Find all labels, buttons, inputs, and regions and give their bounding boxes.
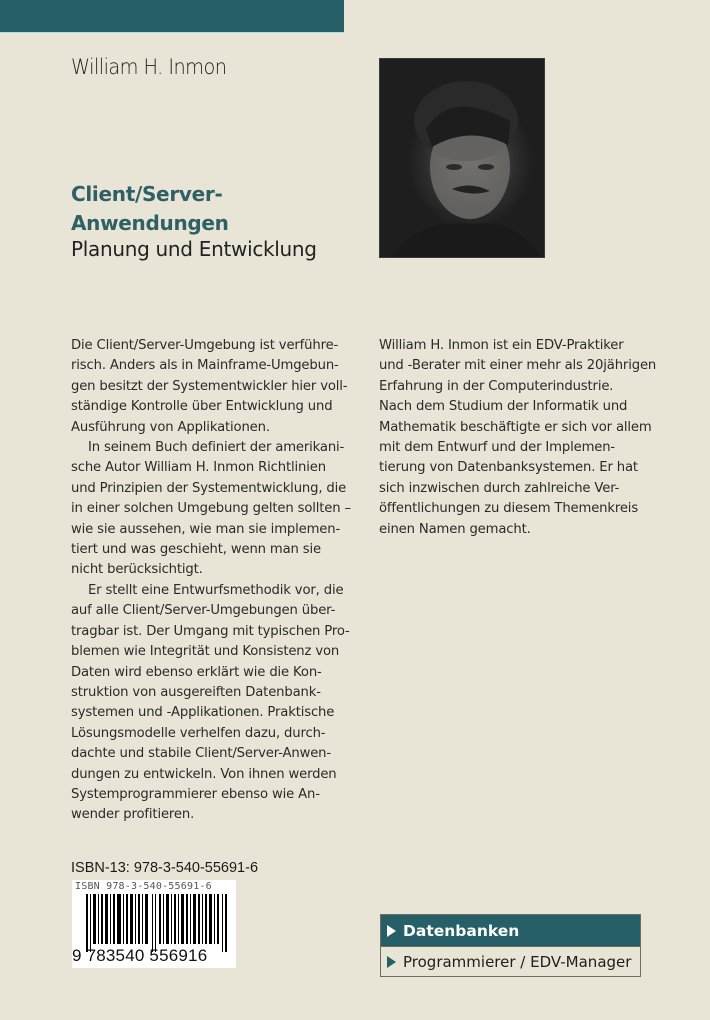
description-line: systemen und -Applikationen. Praktische <box>71 705 335 721</box>
description-line: Systemprogrammierer ebenso wie An- <box>71 786 320 802</box>
barcode-digits: 9 783540 556916 <box>72 946 208 965</box>
description-line: Die Client/Server-Umgebung ist verführe- <box>71 338 339 353</box>
category-primary <box>381 915 640 946</box>
description-column <box>71 336 371 826</box>
bio-line: Nach dem Studium der Informatik und <box>379 399 628 415</box>
description-line: und Prinzipien der Systementwicklung, die <box>71 480 347 496</box>
description-line: ständige Kontrolle über Entwicklung und <box>71 399 333 415</box>
description-line: Er stellt eine Entwurfsmethodik vor, die <box>88 582 344 598</box>
bio-line: sich inzwischen durch zahlreiche Ver- <box>379 480 620 496</box>
category-primary-label: Datenbanken <box>403 921 520 940</box>
barcode-bars-icon <box>86 894 232 952</box>
barcode <box>72 880 236 968</box>
description-line: risch. Anders als in Mainframe-Umgebun- <box>71 358 339 374</box>
bio-line: Mathematik beschäftigte er sich vor allem <box>379 419 652 435</box>
description-line: dachte und stabile Client/Server-Anwen- <box>71 746 331 762</box>
barcode-isbn-text: ISBN 978-3-540-55691-6 <box>75 881 212 892</box>
description-line: auf alle Client/Server-Umgebungen über- <box>71 603 336 619</box>
top-color-bar <box>0 0 344 33</box>
description-line: Ausführung von Applikationen. <box>71 419 270 435</box>
description-line: blemen wie Integrität und Konsistenz von <box>71 644 340 660</box>
bio-line: öffentlichungen zu diesem Themenkreis <box>379 501 639 517</box>
bio-line: Erfahrung in der Computerindustrie. <box>379 378 614 394</box>
book-title-line-2: Anwendungen <box>71 211 229 235</box>
description-line: wender profitieren. <box>71 807 195 823</box>
description-line: In seinem Buch definiert der amerikani- <box>88 440 345 456</box>
description-line: Daten wird ebenso erklärt wie die Kon- <box>71 664 322 680</box>
author-name: William H. Inmon <box>71 55 227 79</box>
triangle-right-icon <box>387 956 396 968</box>
bio-line: tierung von Datenbanksystemen. Er hat <box>379 460 638 476</box>
book-title <box>71 180 229 238</box>
bio-line: und -Berater mit einer mehr als 20jährigen <box>379 358 657 374</box>
category-box <box>380 914 641 977</box>
description-line: wie sie aussehen, wie man sie implemen- <box>71 521 341 537</box>
isbn-label: ISBN-13: 978-3-540-55691-6 <box>71 860 259 876</box>
description-line: in einer solchen Umgebung gelten sollten – <box>71 501 351 517</box>
book-subtitle: Planung und Entwicklung <box>71 237 317 261</box>
bio-line: William H. Inmon ist ein EDV-Praktiker <box>379 338 624 353</box>
author-bio-column <box>379 336 679 540</box>
category-secondary <box>381 946 640 977</box>
description-line: Lösungsmodelle verhelfen dazu, durch- <box>71 725 326 741</box>
bio-line: einen Namen gemacht. <box>379 521 531 537</box>
triangle-right-icon <box>387 925 396 937</box>
description-line: dungen zu entwickeln. Von ihnen werden <box>71 766 337 782</box>
description-line: tragbar ist. Der Umgang mit typischen Pro- <box>71 623 350 639</box>
description-line: sche Autor William H. Inmon Richtlinien <box>71 460 326 476</box>
bio-line: mit dem Entwurf und der Implemen- <box>379 440 616 456</box>
description-line: nicht berücksichtigt. <box>71 562 203 578</box>
description-line: tiert und was geschieht, wenn man sie <box>71 542 321 558</box>
author-photo <box>379 58 545 258</box>
description-line: gen besitzt der Systementwickler hier voll- <box>71 378 348 394</box>
book-title-line-1: Client/Server- <box>71 182 223 206</box>
category-secondary-label: Programmierer / EDV-Manager <box>403 953 632 971</box>
description-line: struktion von ausgereiften Datenbank- <box>71 684 321 700</box>
